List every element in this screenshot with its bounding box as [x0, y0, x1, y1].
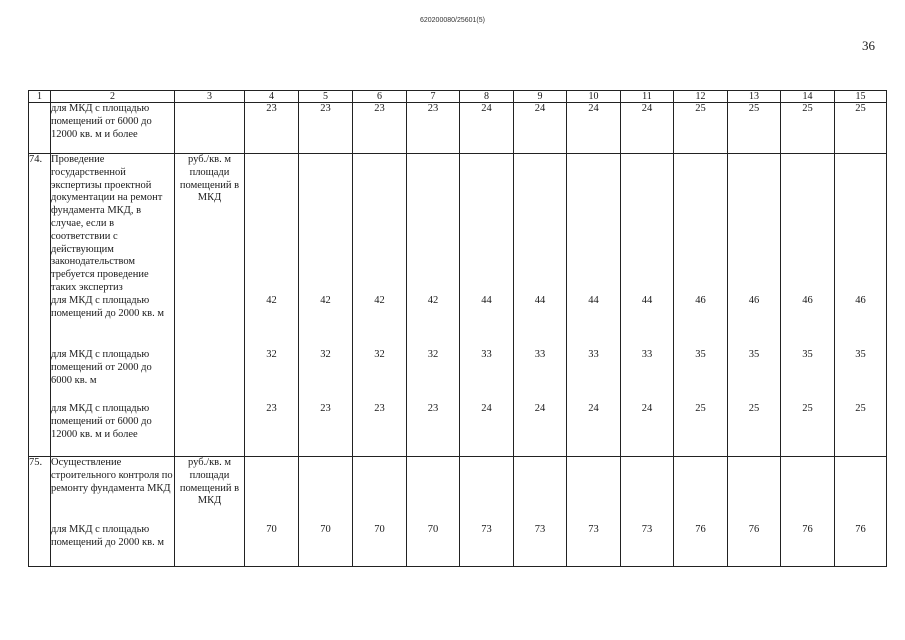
value-cell	[460, 457, 514, 567]
value: 46	[695, 295, 706, 306]
value-cell	[621, 154, 674, 457]
value-cell	[567, 154, 621, 457]
value-cell	[674, 103, 728, 154]
value-cell	[299, 103, 353, 154]
value-cell	[674, 457, 728, 567]
value: 24	[588, 103, 599, 114]
row-unit: руб./кв. м площади помещений в МКД	[175, 457, 245, 567]
tariff-table	[28, 90, 887, 567]
value: 24	[534, 103, 546, 114]
value: 25	[695, 103, 706, 114]
value: 70	[320, 524, 331, 535]
value: 33	[534, 349, 546, 360]
table-row	[29, 457, 887, 567]
value-cell	[353, 103, 407, 154]
value: 24	[588, 403, 599, 414]
value: 24	[641, 103, 653, 114]
value-cell	[245, 103, 299, 154]
value-cell	[245, 457, 299, 567]
value: 24	[481, 103, 492, 114]
value: 23	[320, 403, 331, 414]
col-header: 1	[29, 91, 51, 103]
line-label: для МКД с площадью помещений от 2000 до 6000 кв. м	[51, 349, 152, 386]
table-row	[29, 154, 887, 457]
col-header: 14	[781, 91, 835, 103]
value: 35	[802, 349, 813, 360]
line-label: для МКД с площадью помещений от 6000 до 12000 кв. м и более	[51, 403, 152, 440]
value-cell	[299, 457, 353, 567]
value: 35	[748, 349, 760, 360]
value-cell	[460, 103, 514, 154]
value: 32	[427, 349, 439, 360]
value-cell	[781, 457, 835, 567]
value: 25	[802, 403, 813, 414]
value: 70	[427, 524, 439, 535]
value: 73	[641, 524, 653, 535]
col-header: 3	[175, 91, 245, 103]
value: 24	[534, 403, 546, 414]
value-cell	[353, 457, 407, 567]
value: 44	[534, 295, 546, 306]
item-title: Осуществление строительного контроля по ремонту фундамента МКД	[51, 457, 173, 494]
value-cell	[514, 103, 567, 154]
value: 32	[266, 349, 277, 360]
value: 70	[374, 524, 385, 535]
value: 42	[320, 295, 331, 306]
document-code: 620200080/25601(5)	[419, 17, 485, 24]
col-header: 15	[835, 91, 887, 103]
value-cell	[781, 154, 835, 457]
value-cell	[728, 154, 781, 457]
value: 23	[374, 103, 385, 114]
col-header: 12	[674, 91, 728, 103]
value-cell	[460, 154, 514, 457]
value: 73	[588, 524, 599, 535]
value-cell	[835, 103, 887, 154]
value: 23	[374, 403, 385, 414]
row-unit: руб./кв. м площади помещений в МКД	[175, 154, 245, 457]
value: 42	[427, 295, 439, 306]
value: 44	[481, 295, 492, 306]
value: 32	[320, 349, 331, 360]
value: 33	[588, 349, 599, 360]
line-label: для МКД с площадью помещений до 2000 кв. м	[51, 524, 164, 548]
value-cell	[407, 154, 460, 457]
value: 25	[748, 403, 760, 414]
table-row	[29, 103, 887, 154]
value: 24	[481, 403, 492, 414]
value: 73	[534, 524, 546, 535]
value: 42	[374, 295, 385, 306]
value: 23	[266, 103, 277, 114]
value-cell	[407, 457, 460, 567]
col-header: 5	[299, 91, 353, 103]
value-cell	[299, 154, 353, 457]
col-header: 8	[460, 91, 514, 103]
col-header: 2	[51, 91, 175, 103]
value: 35	[855, 349, 866, 360]
value: 25	[855, 103, 866, 114]
row-description	[51, 103, 175, 154]
value: 76	[802, 524, 813, 535]
value: 76	[748, 524, 760, 535]
value-cell	[835, 154, 887, 457]
value-cell	[621, 457, 674, 567]
value-cell	[567, 457, 621, 567]
row-description	[51, 154, 175, 457]
col-header: 6	[353, 91, 407, 103]
column-number-row	[29, 91, 887, 103]
row-unit	[175, 103, 245, 154]
value: 44	[588, 295, 599, 306]
value-cell	[781, 103, 835, 154]
col-header: 11	[621, 91, 674, 103]
value-cell	[621, 103, 674, 154]
value: 25	[748, 103, 760, 114]
value-cell	[835, 457, 887, 567]
row-number: 74.	[29, 154, 51, 457]
value: 44	[641, 295, 653, 306]
value: 25	[855, 403, 866, 414]
col-header: 10	[567, 91, 621, 103]
line-label: для МКД с площадью помещений до 2000 кв. м	[51, 295, 164, 319]
value: 23	[266, 403, 277, 414]
col-header: 13	[728, 91, 781, 103]
value: 23	[320, 103, 331, 114]
row-number: 75.	[29, 457, 51, 567]
value-cell	[728, 457, 781, 567]
value: 33	[481, 349, 492, 360]
value: 73	[481, 524, 492, 535]
value: 46	[748, 295, 760, 306]
col-header: 9	[514, 91, 567, 103]
line-label: для МКД с площадью помещений от 6000 до 12000 кв. м и более	[51, 103, 152, 140]
value: 70	[266, 524, 277, 535]
value-cell	[245, 154, 299, 457]
value: 46	[855, 295, 866, 306]
item-title: Проведение государственной экспертизы проектной документации на ремонт фундамента МКД, в случае, если в соответствии с действующим законодательством требуется проведение таких экспертиз	[51, 154, 163, 293]
value: 42	[266, 295, 277, 306]
value: 76	[695, 524, 706, 535]
value: 25	[695, 403, 706, 414]
row-number	[29, 103, 51, 154]
value-cell	[567, 103, 621, 154]
value-cell	[407, 103, 460, 154]
col-header: 4	[245, 91, 299, 103]
value-cell	[514, 154, 567, 457]
value: 23	[427, 403, 439, 414]
value: 24	[641, 403, 653, 414]
value-cell	[514, 457, 567, 567]
value: 76	[855, 524, 866, 535]
value: 46	[802, 295, 813, 306]
value-cell	[674, 154, 728, 457]
col-header: 7	[407, 91, 460, 103]
value: 23	[427, 103, 439, 114]
value: 33	[641, 349, 653, 360]
value: 32	[374, 349, 385, 360]
value: 25	[802, 103, 813, 114]
value-cell	[728, 103, 781, 154]
value: 35	[695, 349, 706, 360]
value-cell	[353, 154, 407, 457]
row-description	[51, 457, 175, 567]
page-number: 36	[862, 38, 875, 53]
